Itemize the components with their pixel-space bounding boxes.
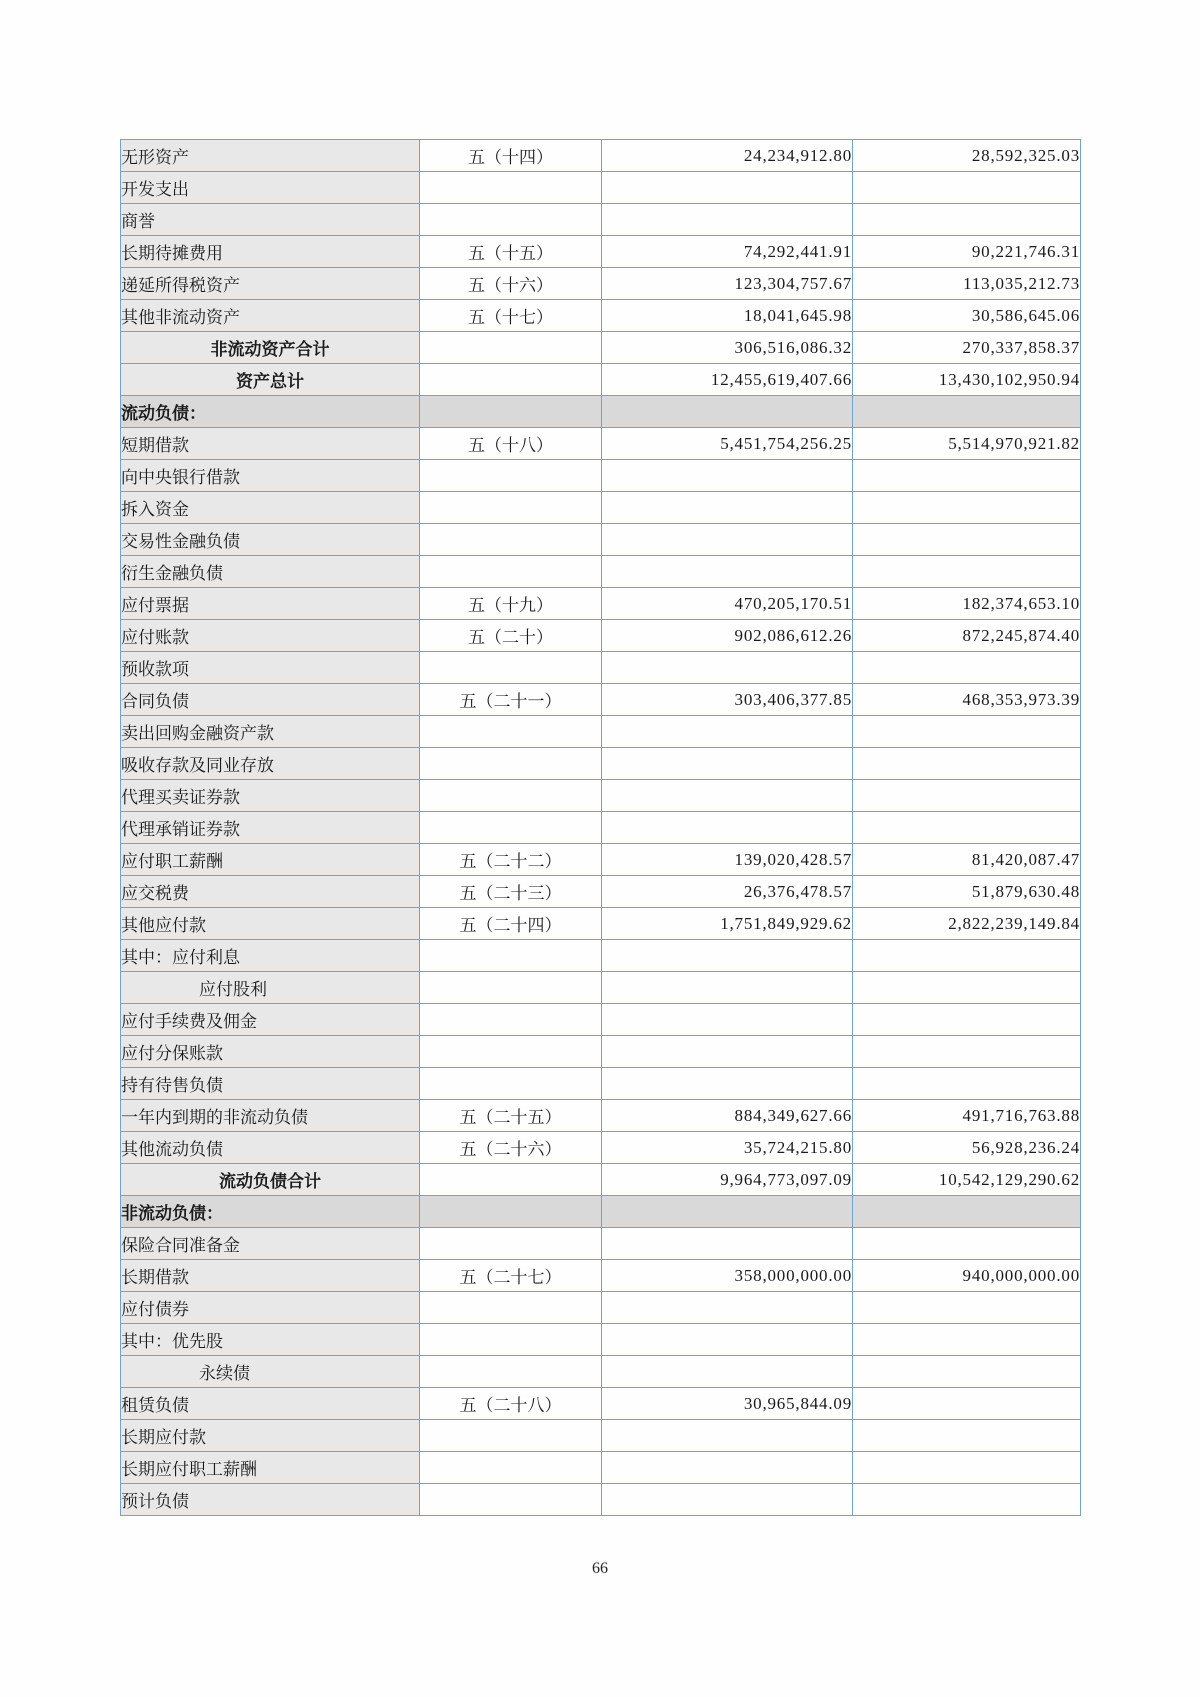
prior-period-amount <box>853 972 1081 1004</box>
item-label: 长期应付款 <box>121 1420 420 1452</box>
note-reference <box>420 748 602 780</box>
current-period-amount <box>602 940 853 972</box>
table-row <box>121 1324 1081 1356</box>
table-row <box>121 684 1081 716</box>
prior-period-amount <box>853 556 1081 588</box>
current-period-amount: 24,234,912.80 <box>602 140 853 172</box>
table-row <box>121 1484 1081 1516</box>
prior-period-amount: 270,337,858.37 <box>853 332 1081 364</box>
current-period-amount <box>602 1196 853 1228</box>
prior-period-amount: 13,430,102,950.94 <box>853 364 1081 396</box>
item-label: 拆入资金 <box>121 492 420 524</box>
note-reference <box>420 492 602 524</box>
current-period-amount <box>602 812 853 844</box>
item-label: 预收款项 <box>121 652 420 684</box>
item-label: 永续债 <box>121 1356 420 1388</box>
note-reference: 五（十九） <box>420 588 602 620</box>
note-reference <box>420 652 602 684</box>
item-label: 持有待售负债 <box>121 1068 420 1100</box>
item-label: 吸收存款及同业存放 <box>121 748 420 780</box>
prior-period-amount <box>853 1292 1081 1324</box>
item-label: 代理买卖证券款 <box>121 780 420 812</box>
note-reference <box>420 364 602 396</box>
prior-period-amount <box>853 1036 1081 1068</box>
prior-period-amount: 113,035,212.73 <box>853 268 1081 300</box>
note-reference: 五（十五） <box>420 236 602 268</box>
note-reference: 五（二十一） <box>420 684 602 716</box>
item-label: 向中央银行借款 <box>121 460 420 492</box>
item-label: 其他非流动资产 <box>121 300 420 332</box>
note-reference <box>420 172 602 204</box>
current-period-amount <box>602 780 853 812</box>
current-period-amount <box>602 716 853 748</box>
table-row <box>121 588 1081 620</box>
table-row <box>121 1420 1081 1452</box>
current-period-amount <box>602 396 853 428</box>
item-label: 应付债券 <box>121 1292 420 1324</box>
page-number: 66 <box>592 1560 608 1577</box>
table-row <box>121 332 1081 364</box>
prior-period-amount: 81,420,087.47 <box>853 844 1081 876</box>
current-period-amount: 5,451,754,256.25 <box>602 428 853 460</box>
table-row <box>121 428 1081 460</box>
prior-period-amount <box>853 1324 1081 1356</box>
current-period-amount <box>602 972 853 1004</box>
table-row <box>121 1228 1081 1260</box>
current-period-amount <box>602 1452 853 1484</box>
prior-period-amount: 5,514,970,921.82 <box>853 428 1081 460</box>
note-reference <box>420 1452 602 1484</box>
table-row <box>121 780 1081 812</box>
item-label: 应付账款 <box>121 620 420 652</box>
table-row <box>121 1036 1081 1068</box>
current-period-amount: 303,406,377.85 <box>602 684 853 716</box>
current-period-amount: 18,041,645.98 <box>602 300 853 332</box>
prior-period-amount <box>853 1388 1081 1420</box>
prior-period-amount <box>853 812 1081 844</box>
item-label: 流动负债合计 <box>121 1164 420 1196</box>
table-row <box>121 492 1081 524</box>
table-row <box>121 1068 1081 1100</box>
prior-period-amount: 28,592,325.03 <box>853 140 1081 172</box>
table-row <box>121 172 1081 204</box>
current-period-amount: 30,965,844.09 <box>602 1388 853 1420</box>
note-reference <box>420 1484 602 1516</box>
prior-period-amount: 90,221,746.31 <box>853 236 1081 268</box>
prior-period-amount <box>853 780 1081 812</box>
prior-period-amount: 182,374,653.10 <box>853 588 1081 620</box>
table-row <box>121 1356 1081 1388</box>
prior-period-amount <box>853 940 1081 972</box>
current-period-amount: 902,086,612.26 <box>602 620 853 652</box>
current-period-amount <box>602 1420 853 1452</box>
table-row <box>121 972 1081 1004</box>
current-period-amount <box>602 1068 853 1100</box>
current-period-amount: 26,376,478.57 <box>602 876 853 908</box>
item-label: 长期应付职工薪酬 <box>121 1452 420 1484</box>
note-reference: 五（二十二） <box>420 844 602 876</box>
table-row <box>121 716 1081 748</box>
item-label: 长期待摊费用 <box>121 236 420 268</box>
item-label: 短期借款 <box>121 428 420 460</box>
table-row <box>121 620 1081 652</box>
prior-period-amount <box>853 1484 1081 1516</box>
note-reference <box>420 1292 602 1324</box>
table-row <box>121 524 1081 556</box>
current-period-amount <box>602 1036 853 1068</box>
prior-period-amount <box>853 1420 1081 1452</box>
item-label: 应付手续费及佣金 <box>121 1004 420 1036</box>
item-label: 无形资产 <box>121 140 420 172</box>
item-label: 非流动负债： <box>121 1196 420 1228</box>
table-row <box>121 1260 1081 1292</box>
note-reference <box>420 1068 602 1100</box>
current-period-amount <box>602 1356 853 1388</box>
current-period-amount: 358,000,000.00 <box>602 1260 853 1292</box>
note-reference <box>420 1196 602 1228</box>
table-row <box>121 1132 1081 1164</box>
item-label: 长期借款 <box>121 1260 420 1292</box>
item-label: 其他应付款 <box>121 908 420 940</box>
table-row <box>121 1196 1081 1228</box>
table-row <box>121 140 1081 172</box>
note-reference <box>420 780 602 812</box>
current-period-amount <box>602 492 853 524</box>
prior-period-amount: 56,928,236.24 <box>853 1132 1081 1164</box>
prior-period-amount <box>853 1452 1081 1484</box>
current-period-amount: 139,020,428.57 <box>602 844 853 876</box>
item-label: 衍生金融负债 <box>121 556 420 588</box>
note-reference: 五（十八） <box>420 428 602 460</box>
note-reference <box>420 716 602 748</box>
note-reference <box>420 1004 602 1036</box>
table-row <box>121 300 1081 332</box>
prior-period-amount <box>853 524 1081 556</box>
item-label: 预计负债 <box>121 1484 420 1516</box>
current-period-amount <box>602 1228 853 1260</box>
item-label: 其中：应付利息 <box>121 940 420 972</box>
item-label: 应付分保账款 <box>121 1036 420 1068</box>
table-row <box>121 748 1081 780</box>
prior-period-amount <box>853 1356 1081 1388</box>
table-row <box>121 908 1081 940</box>
current-period-amount: 1,751,849,929.62 <box>602 908 853 940</box>
current-period-amount: 123,304,757.67 <box>602 268 853 300</box>
item-label: 应付股利 <box>121 972 420 1004</box>
item-label: 资产总计 <box>121 364 420 396</box>
current-period-amount: 306,516,086.32 <box>602 332 853 364</box>
note-reference: 五（二十五） <box>420 1100 602 1132</box>
prior-period-amount: 468,353,973.39 <box>853 684 1081 716</box>
table-row <box>121 460 1081 492</box>
item-label: 交易性金融负债 <box>121 524 420 556</box>
note-reference: 五（二十七） <box>420 1260 602 1292</box>
balance-sheet-table <box>120 139 1081 1516</box>
table-row <box>121 652 1081 684</box>
prior-period-amount <box>853 1004 1081 1036</box>
note-reference <box>420 332 602 364</box>
prior-period-amount: 940,000,000.00 <box>853 1260 1081 1292</box>
prior-period-amount: 51,879,630.48 <box>853 876 1081 908</box>
item-label: 非流动资产合计 <box>121 332 420 364</box>
prior-period-amount: 2,822,239,149.84 <box>853 908 1081 940</box>
note-reference: 五（十四） <box>420 140 602 172</box>
note-reference <box>420 396 602 428</box>
prior-period-amount <box>853 204 1081 236</box>
table-row <box>121 364 1081 396</box>
item-label: 商誉 <box>121 204 420 236</box>
note-reference <box>420 1324 602 1356</box>
table-row <box>121 268 1081 300</box>
table-row <box>121 236 1081 268</box>
current-period-amount: 35,724,215.80 <box>602 1132 853 1164</box>
current-period-amount <box>602 1004 853 1036</box>
note-reference <box>420 1228 602 1260</box>
item-label: 开发支出 <box>121 172 420 204</box>
current-period-amount <box>602 524 853 556</box>
prior-period-amount <box>853 460 1081 492</box>
note-reference <box>420 940 602 972</box>
current-period-amount: 12,455,619,407.66 <box>602 364 853 396</box>
current-period-amount <box>602 652 853 684</box>
prior-period-amount: 30,586,645.06 <box>853 300 1081 332</box>
item-label: 保险合同准备金 <box>121 1228 420 1260</box>
item-label: 其他流动负债 <box>121 1132 420 1164</box>
note-reference <box>420 972 602 1004</box>
note-reference <box>420 1164 602 1196</box>
note-reference <box>420 460 602 492</box>
note-reference <box>420 524 602 556</box>
table-row <box>121 396 1081 428</box>
note-reference: 五（十六） <box>420 268 602 300</box>
prior-period-amount <box>853 1228 1081 1260</box>
current-period-amount: 470,205,170.51 <box>602 588 853 620</box>
prior-period-amount <box>853 1068 1081 1100</box>
item-label: 租赁负债 <box>121 1388 420 1420</box>
current-period-amount: 74,292,441.91 <box>602 236 853 268</box>
item-label: 流动负债： <box>121 396 420 428</box>
table-row <box>121 1164 1081 1196</box>
current-period-amount <box>602 172 853 204</box>
current-period-amount: 9,964,773,097.09 <box>602 1164 853 1196</box>
prior-period-amount <box>853 652 1081 684</box>
note-reference: 五（二十六） <box>420 1132 602 1164</box>
note-reference: 五（十七） <box>420 300 602 332</box>
item-label: 应付票据 <box>121 588 420 620</box>
prior-period-amount <box>853 396 1081 428</box>
table-row <box>121 1004 1081 1036</box>
note-reference: 五（二十四） <box>420 908 602 940</box>
table-row <box>121 204 1081 236</box>
table-row <box>121 1388 1081 1420</box>
prior-period-amount <box>853 748 1081 780</box>
item-label: 其中：优先股 <box>121 1324 420 1356</box>
note-reference: 五（二十三） <box>420 876 602 908</box>
item-label: 应付职工薪酬 <box>121 844 420 876</box>
table-row <box>121 1452 1081 1484</box>
table-row <box>121 940 1081 972</box>
table-row <box>121 1292 1081 1324</box>
table-row <box>121 844 1081 876</box>
prior-period-amount <box>853 172 1081 204</box>
table-row <box>121 1100 1081 1132</box>
note-reference: 五（二十八） <box>420 1388 602 1420</box>
current-period-amount: 884,349,627.66 <box>602 1100 853 1132</box>
current-period-amount <box>602 556 853 588</box>
note-reference <box>420 812 602 844</box>
note-reference <box>420 1356 602 1388</box>
note-reference <box>420 204 602 236</box>
table-row <box>121 556 1081 588</box>
item-label: 递延所得税资产 <box>121 268 420 300</box>
table-row <box>121 876 1081 908</box>
current-period-amount <box>602 1292 853 1324</box>
prior-period-amount: 491,716,763.88 <box>853 1100 1081 1132</box>
note-reference <box>420 1036 602 1068</box>
prior-period-amount <box>853 716 1081 748</box>
note-reference <box>420 556 602 588</box>
table-row <box>121 812 1081 844</box>
item-label: 代理承销证券款 <box>121 812 420 844</box>
item-label: 应交税费 <box>121 876 420 908</box>
current-period-amount <box>602 460 853 492</box>
item-label: 卖出回购金融资产款 <box>121 716 420 748</box>
item-label: 合同负债 <box>121 684 420 716</box>
prior-period-amount: 10,542,129,290.62 <box>853 1164 1081 1196</box>
note-reference <box>420 1420 602 1452</box>
prior-period-amount: 872,245,874.40 <box>853 620 1081 652</box>
current-period-amount <box>602 1484 853 1516</box>
current-period-amount <box>602 1324 853 1356</box>
prior-period-amount <box>853 492 1081 524</box>
note-reference: 五（二十） <box>420 620 602 652</box>
item-label: 一年内到期的非流动负债 <box>121 1100 420 1132</box>
prior-period-amount <box>853 1196 1081 1228</box>
current-period-amount <box>602 204 853 236</box>
current-period-amount <box>602 748 853 780</box>
